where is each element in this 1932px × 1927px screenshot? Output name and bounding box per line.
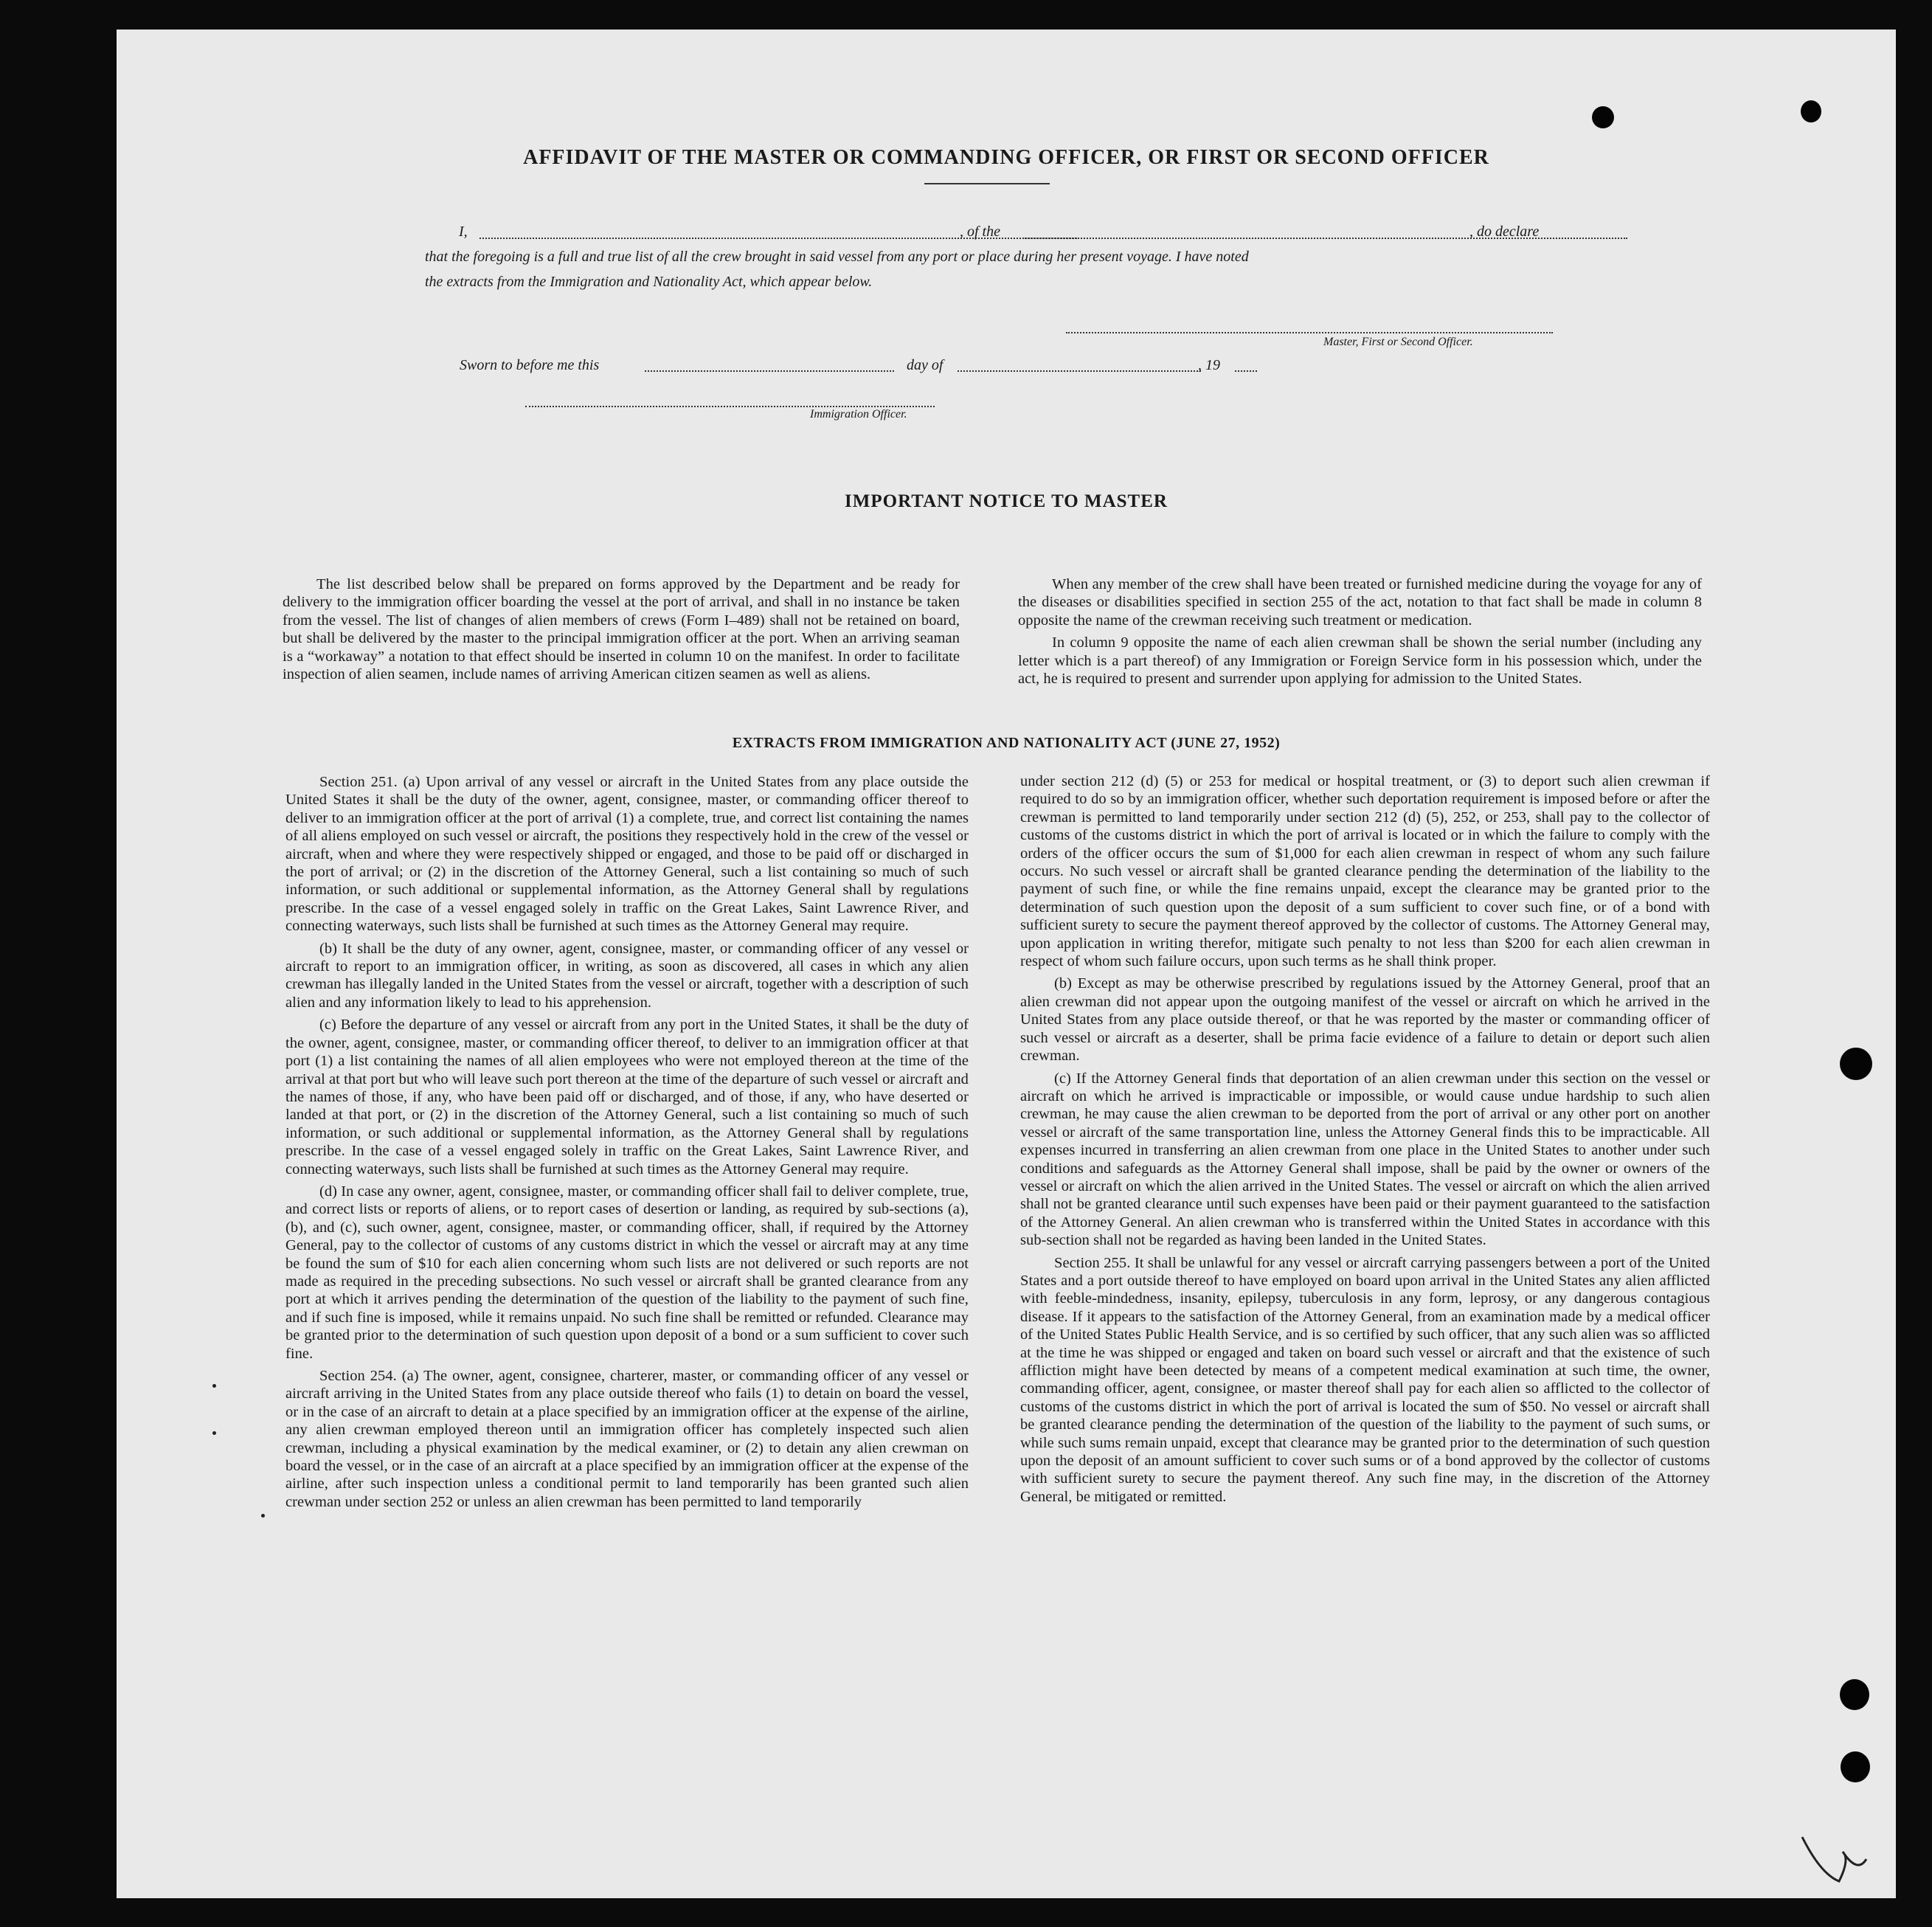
affidavit-i: I, <box>459 224 468 240</box>
day-of-label: day of <box>907 357 944 373</box>
act-paragraph: Section 254. (a) The owner, agent, consignee, charterer, master, or commanding officer of any vessel or aircraft arriving in the United States from any place outside thereof who fails (1) to detain on board the vessel, or in the case of an aircraft to detain at a place specified by an immigration officer at the expense of the airline, any alien crewman employed thereon until an immigration officer has completely inspected such alien crewman, including a physical examination by the medical examiner, or (2) to detain any alien crewman on board the vessel, or in the case of an aircraft at a place specified by an immigration officer at the expense of the airline, after such inspection unless a conditional permit to land temporarily has been granted such alien crewman under section 252 or unless an alien crewman has been permitted to land temporarily <box>285 1368 969 1510</box>
affidavit-of-the: , of the <box>960 224 1000 240</box>
notice-paragraph: The list described below shall be prepared on forms approved by the Department and be ready for delivery to the immigration officer boarding the vessel at the port of arrival, and shall in no instance be taken from the vessel. The list of changes of alien members of crews (Form I–489) shall not be retained on board, but shall be delivered by the master to the principal immigration officer at the port. When an arriving seaman is a “workaway” a notation to that effect should be inserted in column 10 on the manifest. In order to facilitate inspection of alien seamen, include names of arriving American citizen seamen as well as aliens. <box>283 576 960 683</box>
extracts-title: EXTRACTS FROM IMMIGRATION AND NATIONALITY ACT (JUNE 27, 1952) <box>732 735 1281 751</box>
affidavit-declare: , do declare <box>1469 224 1540 240</box>
act-left-column <box>285 773 969 1515</box>
immigration-officer-label: Immigration Officer. <box>810 408 907 421</box>
affidavit-line-2: that the foregoing is a full and true list of all the crew brought in said vessel from any port or place during her present voyage. I have noted <box>425 249 1249 265</box>
punch-hole <box>1592 106 1614 128</box>
sworn-month-blank <box>958 370 1201 372</box>
act-paragraph: (c) Before the departure of any vessel or aircraft from any port in the United States, it shall be the duty of the owner, agent, consignee, master, or commanding officer thereof, to deliver to an immigration officer at that port (1) a list containing the names of all alien employees who were not employed thereon at the time of the arrival at that port but who will leave such port thereon at the time of the departure of such vessel or aircraft and the names of those, if any, who have been paid off or discharged, and of those, if any, who have deserted or landed at that port, or (2) in the discretion of the Attorney General, such a list containing so much of such information, or such additional or supplemental information, as the Attorney General shall by regulations prescribe. In the case of a vessel engaged solely in traffic on the Great Lakes, Saint Lawrence River, and connecting waterways, such lists shall be furnished at such times as the Attorney General may require. <box>285 1017 969 1177</box>
notice-title: IMPORTANT NOTICE TO MASTER <box>845 491 1168 511</box>
act-paragraph: Section 251. (a) Upon arrival of any vessel or aircraft in the United States from any place outside the United States it shall be the duty of the owner, agent, consignee, master, or commanding officer thereof to deliver to an immigration officer at the port of arrival (1) a complete, true, and correct list containing the names of all aliens employed on such vessel or aircraft, the positions they respectively hold in the crew of the vessel or aircraft, when and where they were respectively shipped or engaged, and those to be paid off or discharged in the port of arrival; or (2) in the discretion of the Attorney General, such a list containing so much of such information, or such additional or supplemental information, as the Attorney General shall by regulations prescribe. In the case of a vessel engaged solely in traffic on the Great Lakes, Saint Lawrence River, and connecting waterways, such lists shall be furnished at such times as the Attorney General may require. <box>285 774 969 935</box>
sworn-label: Sworn to before me this <box>460 357 600 373</box>
act-paragraph: (c) If the Attorney General finds that deportation of an alien crewman under this section on the vessel or aircraft on which he arrived is impracticable or impossible, or would cause undue hardship to such alien crewman, he may cause the alien crewman to be deported from the port of arrival or any other port on another vessel or aircraft of the same transportation line, unless the Attorney General finds this to be impracticable. All expenses incurred in transferring an alien crewman from one place in the United States to another under such conditions and safeguards as the Attorney General shall impose, shall be paid by the owner or owners of the vessel or aircraft on which the alien arrived in the United States. The vessel or aircraft on which the alien arrived shall not be granted clearance until such expenses have been paid or their payment guaranteed to the satisfaction of the Attorney General. An alien crewman who is transferred within the United States in accordance with this sub-section shall not be regarded as having been landed in the United States. <box>1020 1070 1710 1249</box>
punch-hole <box>1840 1048 1872 1080</box>
affidavit-title: AFFIDAVIT OF THE MASTER OR COMMANDING OFFICER, OR FIRST OR SECOND OFFICER <box>523 146 1489 169</box>
ink-speck <box>212 1384 216 1388</box>
ink-speck <box>261 1514 265 1518</box>
year-label: , 19 <box>1198 357 1220 373</box>
master-signature-line <box>1066 332 1553 333</box>
act-paragraph: Section 255. It shall be unlawful for any vessel or aircraft carrying passengers between a port of the United States and a port outside thereof to have employed on board upon arrival in the United States any alien afflicted with feeble-mindedness, insanity, epilepsy, tuberculosis in any form, leprosy, or any dangerous contagious disease. If it appears to the satisfaction of the Attorney General, from an examination made by a medical officer of the United States Public Health Service, and is so certified by such officer, that any such alien was so afflicted at the time he was shipped or engaged and taken on board such vessel or aircraft and that the existence of such affliction might have been detected by means of a competent medical examination at such time, the owner, commanding officer, agent, consignee, or master thereof shall pay for each alien so afflicted to the collector of customs of the customs district in which the port of arrival is located the sum of $50. No vessel or aircraft shall be granted clearance pending the determination of the question of the liability to the payment of such sums, or while such sums remain unpaid, except that clearance may be granted prior to the determination of such question upon the deposit of an amount sufficient to cover such sums or of a bond approved by the collector of customs with sufficient surety to secure the payment thereof. Any such fine may, in the discretion of the Attorney General, be mitigated or remitted. <box>1020 1254 1710 1505</box>
title-divider <box>924 183 1050 184</box>
notice-left-column <box>283 575 960 688</box>
act-paragraph: (b) Except as may be otherwise prescribed by regulations issued by the Attorney General, proof that an alien crewman did not appear upon the outgoing manifest of the vessel or aircraft on which he arrived in the United States from any place outside thereof, or that he was reported by the master or commanding officer of such vessel or aircraft as a deserter, shall be prima facie evidence of a failure to detain or deport such alien crewman. <box>1020 975 1710 1065</box>
ink-speck <box>212 1431 216 1435</box>
act-paragraph: (b) It shall be the duty of any owner, agent, consignee, master, or commanding officer of any vessel or aircraft to report to an immigration officer, in writing, as soon as discovered, all cases in which any alien crewman has illegally landed in the United States from the vessel or aircraft, together with a description of such alien and any information likely to lead to his apprehension. <box>285 940 969 1011</box>
act-paragraph: (d) In case any owner, agent, consignee, master, or commanding officer shall fail to deliver complete, true, and correct lists or reports of aliens, or to report cases of desertion or landing, as required by sub-sections (a), (b), and (c), such owner, agent, consignee, master, or commanding officer, shall, if required by the Attorney General, pay to the collector of customs of any customs district in which the vessel or aircraft may at any time be found the sum of $10 for each alien concerning whom such lists are not delivered or such reports are not made as required in the preceding subsections. No such vessel or aircraft shall be granted clearance from any port at which it arrives pending the determination of the question of the liability to the payment of such fine, and if such fine is imposed, while it remains unpaid. No such fine shall be remitted or refunded. Clearance may be granted prior to the determination of such question upon deposit of a bond or a sum sufficient to cover such fine. <box>285 1183 969 1362</box>
handwritten-mark <box>1798 1830 1872 1889</box>
punch-hole <box>1840 1679 1869 1710</box>
notice-right-column <box>1018 575 1702 692</box>
notice-paragraph: In column 9 opposite the name of each alien crewman shall be shown the serial number (including any letter which is a part thereof) of any Immigration or Foreign Service form in his possession which, under the act, he is required to present and surrender upon applying for admission to the United States. <box>1018 634 1702 688</box>
act-paragraph: under section 212 (d) (5) or 253 for medical or hospital treatment, or (3) to deport such alien crewman if required to do so by an immigration officer, whether such deportation requirement is imposed before or after the crewman is permitted to land temporarily under section 212 (d) (5), 252, or 253, shall pay to the collector of customs of the customs district in which the port of arrival is located or in which the failure to comply with the orders of the officer occurs the sum of $1,000 for each alien crewman in respect of whom any such failure occurs. No such vessel or aircraft shall be granted clearance pending the determination of the liability to the payment of such fine, or while the fine remains unpaid, except the clearance may be granted prior to the determination of such question upon the deposit of a sum sufficient to cover such fine, or of a bond with sufficient surety to secure the payment thereof approved by the collector of customs. The Attorney General may, upon application in writing therefor, mitigate such penalty to not less than $200 for each alien crewman in respect of whom such failure occurs, upon such terms as he shall think proper. <box>1020 773 1710 970</box>
year-blank <box>1235 370 1257 372</box>
punch-hole <box>1841 1751 1870 1782</box>
affidavit-line-3: the extracts from the Immigration and Nationality Act, which appear below. <box>425 274 873 290</box>
master-signature-label: Master, First or Second Officer. <box>1323 336 1473 348</box>
punch-hole <box>1801 100 1821 122</box>
immigration-officer-line <box>525 406 935 407</box>
act-right-column <box>1020 772 1710 1510</box>
notice-paragraph: When any member of the crew shall have been treated or furnished medicine during the voyage for any of the diseases or disabilities specified in section 255 of the act, notation to that fact shall be made in column 8 opposite the name of the crewman receiving such treatment or medication. <box>1018 576 1702 629</box>
document-page <box>117 30 1896 1898</box>
sworn-day-blank <box>645 370 894 372</box>
